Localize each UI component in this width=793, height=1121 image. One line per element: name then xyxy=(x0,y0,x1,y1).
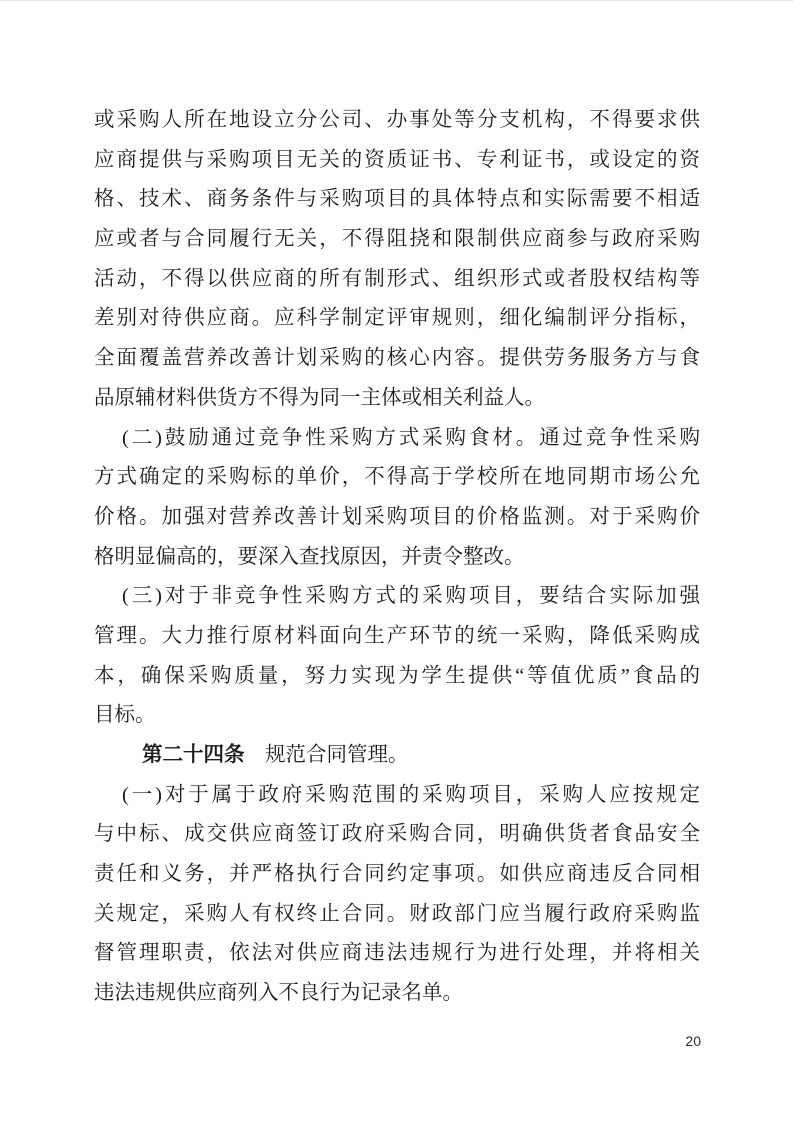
article-title: 规范合同管理。 xyxy=(244,744,409,766)
page-number: 20 xyxy=(685,1033,701,1049)
text-line: 目标。 xyxy=(94,704,156,727)
text-line: 方式确定的采购标的单价，不得高于学校所在地同期市场公允 xyxy=(94,466,700,489)
text-line: (二)鼓励通过竞争性采购方式采购食材。通过竞争性采购 xyxy=(122,426,700,449)
text-line: 应商提供与采购项目无关的资质证书、专利证书，或设定的资 xyxy=(94,148,700,171)
text-line: 与中标、成交供应商签订政府采购合同，明确供货者食品安全 xyxy=(94,823,700,846)
text-line: 格明显偏高的，要深入查找原因，并责令整改。 xyxy=(94,545,525,568)
text-line: 差别对待供应商。应科学制定评审规则，细化编制评分指标， xyxy=(94,307,700,330)
text-line: 关规定，采购人有权终止合同。财政部门应当履行政府采购监 xyxy=(94,902,700,925)
text-line: 督管理职责，依法对供应商违法违规行为进行处理，并将相关 xyxy=(94,942,700,965)
document-body xyxy=(94,101,700,1014)
text-line: 责任和义务，并严格执行合同约定事项。如供应商违反合同相 xyxy=(94,863,700,886)
text-line: 本，确保采购质量，努力实现为学生提供“等值优质”食品的 xyxy=(94,664,700,687)
text-line: 价格。加强对营养改善计划采购项目的价格监测。对于采购价 xyxy=(94,505,700,528)
text-line: 或采购人所在地设立分公司、办事处等分支机构，不得要求供 xyxy=(94,109,700,131)
article-number: 第二十四条 xyxy=(142,744,245,766)
text-line: (一)对于属于政府采购范围的采购项目，采购人应按规定 xyxy=(122,783,700,806)
text-line xyxy=(94,736,700,776)
text-line: 品原辅材料供货方不得为同一主体或相关利益人。 xyxy=(94,386,545,409)
text-line: 全面覆盖营养改善计划采购的核心内容。提供劳务服务方与食 xyxy=(94,347,700,370)
text-line: (三)对于非竞争性采购方式的采购项目，要结合实际加强 xyxy=(122,585,700,608)
text-line: 管理。大力推行原材料面向生产环节的统一采购，降低采购成 xyxy=(94,624,700,647)
text-line: 格、技术、商务条件与采购项目的具体特点和实际需要不相适 xyxy=(94,188,700,211)
text-line: 违法违规供应商列入不良行为记录名单。 xyxy=(94,982,463,1005)
text-line: 活动，不得以供应商的所有制形式、组织形式或者股权结构等 xyxy=(94,267,700,290)
text-line: 应或者与合同履行无关，不得阻挠和限制供应商参与政府采购 xyxy=(94,228,700,251)
